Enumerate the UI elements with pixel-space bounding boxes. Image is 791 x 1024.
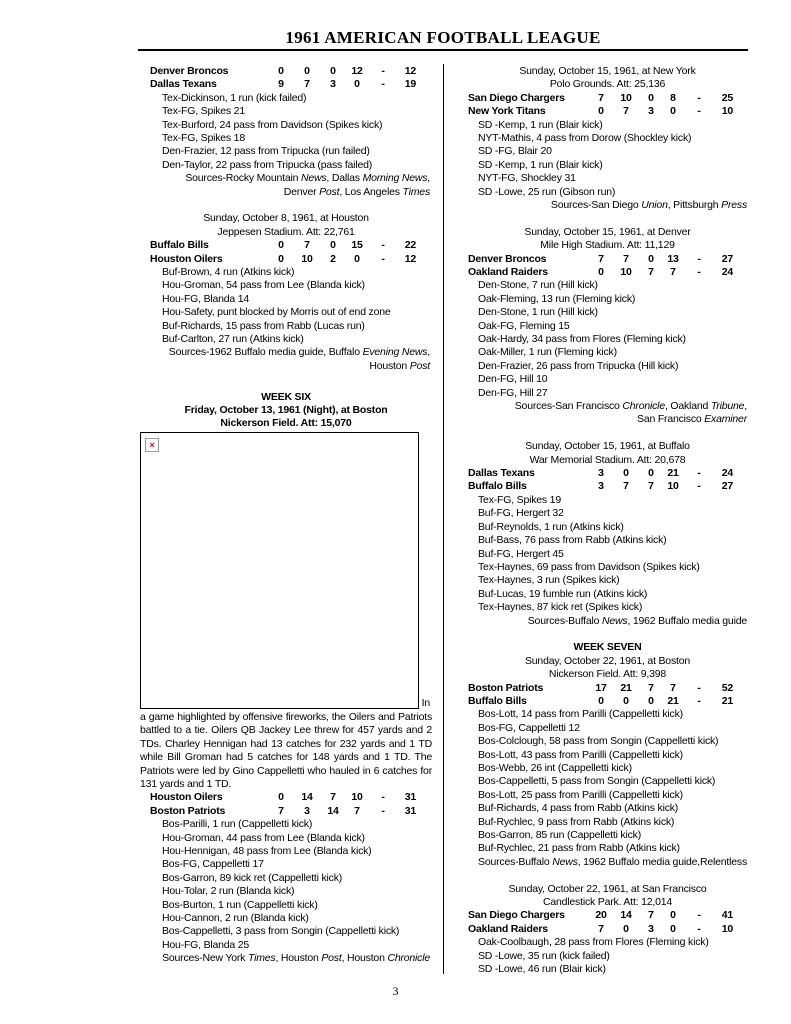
team-name: Dallas Texans — [150, 78, 217, 91]
scoring-play: Den-Frazier, 12 pass from Tripucka (run failed) — [162, 145, 370, 158]
scoring-play: Bos-Webb, 26 int (Cappelletti kick) — [478, 761, 632, 774]
scoring-play: Den-Frazier, 26 pass from Tripucka (Hill kick) — [478, 359, 679, 372]
final-score: 41 — [721, 909, 733, 922]
score-dash: - — [381, 239, 385, 252]
scoring-play: Oak-FG, Fleming 15 — [478, 319, 570, 332]
team-name: Buffalo Bills — [468, 480, 527, 493]
photo-container — [140, 432, 432, 711]
scoring-play: Hou-FG, Blanda 14 — [162, 292, 250, 305]
game-date: Friday, October 13, 1961 (Night), at Boston — [184, 404, 388, 417]
team-name: Buffalo Bills — [150, 239, 209, 252]
scoring-play: Oak-Fleming, 13 run (Fleming kick) — [478, 292, 636, 305]
final-score: 21 — [721, 694, 733, 707]
scoring-play: Hou-Tolar, 2 run (Blanda kick) — [162, 885, 295, 898]
scoring-play: Bos-Parilli, 1 run (Cappelletti kick) — [162, 818, 313, 831]
quarter-3-score: 7 — [648, 266, 654, 279]
team-score-row — [466, 253, 749, 266]
page-number: 3 — [392, 984, 399, 998]
quarter-4-score: 8 — [670, 91, 676, 104]
final-score: 24 — [721, 266, 733, 279]
quarter-1-score: 0 — [278, 791, 284, 804]
team-score-row — [140, 239, 432, 252]
scoring-plays — [140, 266, 432, 346]
quarter-2-score: 7 — [623, 480, 629, 493]
quarter-4-score: 0 — [354, 252, 360, 265]
quarter-2-score: 3 — [304, 804, 310, 817]
game-date: Sunday, October 22, 1961, at Boston — [524, 654, 690, 667]
game-venue: Nickerson Field. Att: 15,070 — [220, 417, 352, 430]
game-venue: Candlestick Park. Att: 12,014 — [542, 896, 673, 908]
scoring-play: Hou-FG, Blanda 25 — [162, 938, 250, 951]
quarter-4-score: 21 — [667, 467, 679, 480]
game-sources: Sources-San Francisco Chronicle, Oakland Tribune, — [514, 400, 747, 413]
scoring-play: NYT-FG, Shockley 31 — [478, 172, 576, 185]
scoring-play: SD -Lowe, 25 run (Gibson run) — [478, 185, 616, 198]
score-table — [140, 791, 432, 818]
quarter-1-score: 7 — [598, 91, 604, 104]
scoring-play: SD -Kemp, 1 run (Blair kick) — [478, 158, 603, 171]
game-venue: Nickerson Field. Att: 9,398 — [548, 668, 667, 681]
scoring-play: Tex-FG, Spikes 19 — [478, 493, 561, 506]
final-score: 25 — [721, 91, 733, 104]
scoring-play: SD -FG, Blair 20 — [478, 145, 552, 158]
score-dash: - — [381, 65, 385, 77]
quarter-3-score: 7 — [648, 681, 654, 694]
quarter-3-score: 14 — [327, 804, 339, 817]
quarter-1-score: 0 — [278, 252, 284, 265]
quarter-3-score: 0 — [648, 694, 654, 707]
column-divider — [443, 64, 444, 974]
scoring-play: Buf-Rychlec, 21 pass from Rabb (Atkins kick) — [478, 842, 680, 855]
scoring-plays — [466, 279, 749, 400]
scoring-play: Buf-Carlton, 27 run (Atkins kick) — [162, 333, 304, 346]
game-date: Sunday, October 15, 1961, at Buffalo — [525, 440, 690, 453]
quarter-1-score: 7 — [598, 252, 604, 265]
team-name: Oakland Raiders — [468, 922, 548, 935]
quarter-4-score: 10 — [667, 480, 679, 493]
final-score: 10 — [721, 922, 733, 935]
scoring-play: Buf-Lucas, 19 fumble run (Atkins kick) — [478, 587, 648, 600]
scoring-play: Den-Stone, 1 run (Hill kick) — [478, 306, 598, 319]
quarter-2-score: 10 — [620, 266, 632, 279]
page-title: 1961 AMERICAN FOOTBALL LEAGUE — [285, 28, 601, 47]
final-score: 52 — [721, 681, 733, 694]
quarter-4-score: 0 — [670, 922, 676, 935]
scoring-plays — [466, 494, 749, 615]
final-score: 19 — [404, 78, 416, 91]
scoring-play: Bos-Lott, 14 pass from Parilli (Cappelletti kick) — [478, 708, 683, 721]
quarter-1-score: 0 — [598, 105, 604, 118]
quarter-3-score: 0 — [330, 65, 336, 77]
quarter-3-score: 7 — [330, 791, 336, 804]
team-name: San Diego Chargers — [468, 91, 565, 104]
scoring-play: Bos-Lott, 43 pass from Parilli (Cappelletti kick) — [478, 748, 683, 761]
quarter-2-score: 7 — [304, 78, 310, 91]
scoring-play: Buf-FG, Hergert 32 — [478, 507, 564, 520]
broken-image-placeholder — [140, 432, 419, 709]
scoring-play: Tex-Burford, 24 pass from Davidson (Spikes kick) — [162, 118, 383, 131]
final-score: 27 — [721, 480, 733, 493]
quarter-2-score: 10 — [620, 91, 632, 104]
quarter-3-score: 0 — [648, 467, 654, 480]
quarter-4-score: 7 — [670, 681, 676, 694]
scoring-play: Bos-FG, Cappelletti 17 — [162, 858, 264, 871]
game-sources: Sources-Rocky Mountain News, Dallas Morning News, — [185, 172, 430, 185]
game-den-oak — [466, 226, 749, 427]
scoring-play: Hou-Cannon, 2 run (Blanda kick) — [162, 911, 309, 924]
scoring-play: Bos-Cappelletti, 5 pass from Songin (Cappelletti kick) — [478, 775, 716, 788]
scoring-play: Hou-Groman, 54 pass from Lee (Blanda kick) — [162, 279, 365, 292]
game-date: Sunday, October 15, 1961, at Denver — [524, 225, 691, 238]
scoring-plays — [466, 936, 749, 976]
scoring-play: Tex-Haynes, 3 run (Spikes kick) — [478, 574, 620, 587]
score-table — [466, 253, 749, 280]
scoring-play: SD -Lowe, 46 run (Blair kick) — [478, 963, 606, 975]
quarter-1-score: 0 — [598, 694, 604, 707]
scoring-play: Tex-Dickinson, 1 run (kick failed) — [162, 91, 307, 104]
game-sources: Sources-New York Times, Houston Post, Houston Chronicle — [162, 952, 430, 965]
paragraph-lead-word: In — [421, 697, 430, 710]
quarter-3-score: 2 — [330, 252, 336, 265]
score-dash: - — [697, 909, 701, 922]
quarter-4-score: 7 — [670, 266, 676, 279]
quarter-2-score: 10 — [301, 252, 313, 265]
scoring-plays — [466, 708, 749, 855]
scoring-plays — [466, 119, 749, 199]
score-dash: - — [697, 922, 701, 935]
scoring-play: Bos-Colclough, 58 pass from Songin (Cappelletti kick) — [478, 735, 719, 748]
quarter-4-score: 0 — [670, 105, 676, 118]
game-sources: Sources-1962 Buffalo media guide, Buffalo Evening News, — [168, 346, 430, 359]
scoring-play: Bos-Garron, 85 run (Cappelletti kick) — [478, 828, 641, 841]
team-score-row — [140, 805, 432, 818]
score-table — [466, 909, 749, 936]
score-table — [466, 92, 749, 119]
game-dal-buf — [466, 440, 749, 628]
scoring-play: Tex-Haynes, 87 kick ret (Spikes kick) — [478, 601, 643, 614]
week-six-section — [140, 391, 432, 966]
quarter-1-score: 0 — [278, 65, 284, 77]
quarter-1-score: 0 — [278, 239, 284, 252]
game-sources: Sources-San Diego Union, Pittsburgh Press — [550, 199, 747, 212]
score-table — [140, 239, 432, 266]
score-dash: - — [381, 791, 385, 804]
team-score-row — [140, 78, 432, 91]
quarter-4-score: 13 — [667, 252, 679, 265]
game-venue: Mile High Stadium. Att: 11,129 — [540, 239, 675, 252]
game-date: Sunday, October 22, 1961, at San Francisco — [508, 882, 707, 895]
quarter-4-score: 15 — [351, 239, 363, 252]
scoring-play: Den-FG, Hill 10 — [478, 373, 548, 386]
quarter-2-score: 7 — [623, 252, 629, 265]
quarter-4-score: 0 — [354, 78, 360, 91]
score-dash: - — [697, 681, 701, 694]
scoring-play: Den-Stone, 7 run (Hill kick) — [478, 279, 598, 292]
scoring-play: Buf-Richards, 15 pass from Rabb (Lucas run) — [162, 319, 365, 332]
quarter-2-score: 0 — [304, 65, 310, 77]
quarter-4-score: 10 — [351, 791, 363, 804]
team-name: Denver Broncos — [468, 252, 547, 265]
game-sd-oak — [466, 883, 749, 977]
quarter-3-score: 0 — [648, 252, 654, 265]
score-dash: - — [381, 252, 385, 265]
week-title: WEEK SIX — [261, 390, 311, 403]
scoring-play: Oak-Hardy, 34 pass from Flores (Fleming kick) — [478, 333, 686, 346]
game-sources-cont: Denver Post, Los Angeles Times — [283, 185, 430, 198]
score-dash: - — [697, 480, 701, 493]
scoring-play: Bos-Cappelletti, 3 pass from Songin (Cappelletti kick) — [162, 925, 400, 938]
left-column — [140, 65, 432, 966]
scoring-play: Den-Taylor, 22 pass from Tripucka (pass failed) — [162, 158, 373, 171]
score-dash: - — [381, 78, 385, 91]
quarter-2-score: 14 — [620, 909, 632, 922]
quarter-1-score: 7 — [278, 804, 284, 817]
scoring-play: Hou-Safety, punt blocked by Morris out of end zone — [162, 306, 391, 319]
team-score-row — [466, 480, 749, 493]
quarter-1-score: 9 — [278, 78, 284, 91]
game-sd-nyt — [466, 65, 749, 212]
final-score: 12 — [404, 252, 416, 265]
quarter-2-score: 21 — [620, 681, 632, 694]
score-dash: - — [697, 266, 701, 279]
team-score-row — [140, 65, 432, 78]
team-score-row — [466, 467, 749, 480]
scoring-play: Bos-Garron, 89 kick ret (Cappelletti kick) — [162, 871, 343, 884]
team-score-row — [140, 791, 432, 804]
team-name: Buffalo Bills — [468, 694, 527, 707]
quarter-2-score: 0 — [623, 694, 629, 707]
quarter-4-score: 0 — [670, 909, 676, 922]
game-buf-hou — [140, 212, 432, 373]
quarter-4-score: 12 — [351, 65, 363, 77]
quarter-3-score: 0 — [330, 239, 336, 252]
quarter-1-score: 3 — [598, 467, 604, 480]
scoring-plays — [140, 92, 432, 172]
quarter-3-score: 0 — [648, 91, 654, 104]
final-score: 24 — [721, 467, 733, 480]
scoring-play: Buf-Reynolds, 1 run (Atkins kick) — [478, 520, 624, 533]
scoring-play: Den-FG, Hill 27 — [478, 386, 548, 399]
team-name: Houston Oilers — [150, 791, 223, 804]
final-score: 31 — [404, 804, 416, 817]
game-summary-paragraph: a game highlighted by offensive fireworks, the Oilers and Patriots battled to a tie. Oilers QB Jackey Lee threw for 457 yards and 2 TDs. Charley Hennigan had 13 catches for 232 yards and 1 TD while Bill Groman had 5 catches for 148 yards and 1 TD. The Patriots were led by Gino Cappelletti who hauled in 6 catches for 131 yards and 1 TD. — [140, 710, 432, 790]
header-rule — [138, 49, 748, 51]
team-name: Denver Broncos — [150, 65, 229, 77]
team-score-row — [466, 92, 749, 105]
score-dash: - — [697, 91, 701, 104]
scoring-play: Hou-Groman, 44 pass from Lee (Blanda kick) — [162, 831, 365, 844]
scoring-plays — [140, 818, 432, 952]
scoring-play: Oak-Coolbaugh, 28 pass from Flores (Fleming kick) — [478, 936, 709, 949]
quarter-2-score: 7 — [623, 105, 629, 118]
team-name: Boston Patriots — [468, 681, 544, 694]
team-name: Boston Patriots — [150, 804, 226, 817]
team-score-row — [466, 695, 749, 708]
game-venue: War Memorial Stadium. Att: 20,678 — [529, 453, 686, 466]
team-score-row — [466, 923, 749, 936]
game-venue: Polo Grounds. Att: 25,136 — [549, 78, 666, 91]
team-name: Houston Oilers — [150, 252, 223, 265]
scoring-play: Oak-Miller, 1 run (Fleming kick) — [478, 346, 617, 359]
quarter-3-score: 3 — [330, 78, 336, 91]
team-name: New York Titans — [468, 105, 546, 118]
quarter-1-score: 17 — [595, 681, 607, 694]
right-column — [466, 65, 749, 976]
scoring-play: Bos-FG, Cappelletti 12 — [478, 721, 580, 734]
score-dash: - — [697, 252, 701, 265]
quarter-3-score: 3 — [648, 105, 654, 118]
quarter-2-score: 0 — [623, 467, 629, 480]
final-score: 12 — [404, 65, 416, 77]
scoring-play: Tex-FG, Spikes 21 — [162, 105, 245, 118]
scoring-play: SD -Lowe, 35 run (kick failed) — [478, 949, 610, 962]
scoring-play: Tex-FG, Spikes 18 — [162, 132, 245, 144]
quarter-3-score: 7 — [648, 909, 654, 922]
score-table — [466, 467, 749, 494]
broken-image-icon: × — [145, 438, 159, 452]
quarter-1-score: 0 — [598, 266, 604, 279]
team-score-row — [466, 105, 749, 118]
scoring-play: Buf-Richards, 4 pass from Rabb (Atkins kick) — [478, 802, 679, 815]
quarter-2-score: 0 — [623, 922, 629, 935]
scoring-play: Tex-Haynes, 69 pass from Davidson (Spikes kick) — [478, 560, 700, 573]
scoring-play: Buf-FG, Hergert 45 — [478, 547, 564, 560]
team-score-row — [140, 253, 432, 266]
scoring-play: NYT-Mathis, 4 pass from Dorow (Shockley kick) — [478, 132, 692, 144]
quarter-1-score: 20 — [595, 909, 607, 922]
scoring-play: Hou-Hennigan, 48 pass from Lee (Blanda kick) — [162, 844, 372, 857]
final-score: 31 — [404, 791, 416, 804]
quarter-4-score: 7 — [354, 804, 360, 817]
game-den-dal — [140, 65, 432, 199]
week-title: WEEK SEVEN — [573, 641, 642, 654]
quarter-2-score: 7 — [304, 239, 310, 252]
final-score: 27 — [721, 252, 733, 265]
score-dash: - — [697, 105, 701, 118]
team-name: Oakland Raiders — [468, 266, 548, 279]
quarter-3-score: 7 — [648, 480, 654, 493]
week-seven-section — [466, 641, 749, 869]
team-score-row — [466, 266, 749, 279]
quarter-1-score: 7 — [598, 922, 604, 935]
scoring-play: Bos-Lott, 25 pass from Parilli (Cappelletti kick) — [478, 788, 683, 801]
score-table — [140, 65, 432, 92]
game-sources-cont: San Francisco Examiner — [637, 413, 747, 426]
scoring-play: SD -Kemp, 1 run (Blair kick) — [478, 118, 603, 131]
game-sources-cont: Houston Post — [369, 359, 430, 372]
game-sources: Sources-Buffalo News, 1962 Buffalo media guide,Relentless — [478, 855, 747, 868]
scoring-play: Buf-Rychlec, 9 pass from Rabb (Atkins kick) — [478, 815, 675, 828]
team-name: San Diego Chargers — [468, 909, 565, 922]
final-score: 10 — [721, 105, 733, 118]
game-date: Sunday, October 8, 1961, at Houston — [203, 212, 369, 225]
game-venue: Jeppesen Stadium. Att: 22,761 — [217, 225, 355, 238]
quarter-3-score: 3 — [648, 922, 654, 935]
score-dash: - — [381, 804, 385, 817]
quarter-2-score: 14 — [301, 791, 313, 804]
quarter-4-score: 21 — [667, 694, 679, 707]
scoring-play: Bos-Burton, 1 run (Cappelletti kick) — [162, 898, 318, 911]
scoring-play: Buf-Bass, 76 pass from Rabb (Atkins kick) — [478, 534, 667, 547]
score-dash: - — [697, 694, 701, 707]
team-name: Dallas Texans — [468, 467, 535, 480]
score-table — [466, 682, 749, 709]
team-score-row — [466, 909, 749, 922]
scoring-play: Buf-Brown, 4 run (Atkins kick) — [162, 266, 295, 279]
game-date: Sunday, October 15, 1961, at New York — [519, 65, 696, 77]
quarter-1-score: 3 — [598, 480, 604, 493]
team-score-row — [466, 682, 749, 695]
final-score: 22 — [404, 239, 416, 252]
game-sources: Sources-Buffalo News, 1962 Buffalo media guide — [527, 614, 747, 627]
score-dash: - — [697, 467, 701, 480]
